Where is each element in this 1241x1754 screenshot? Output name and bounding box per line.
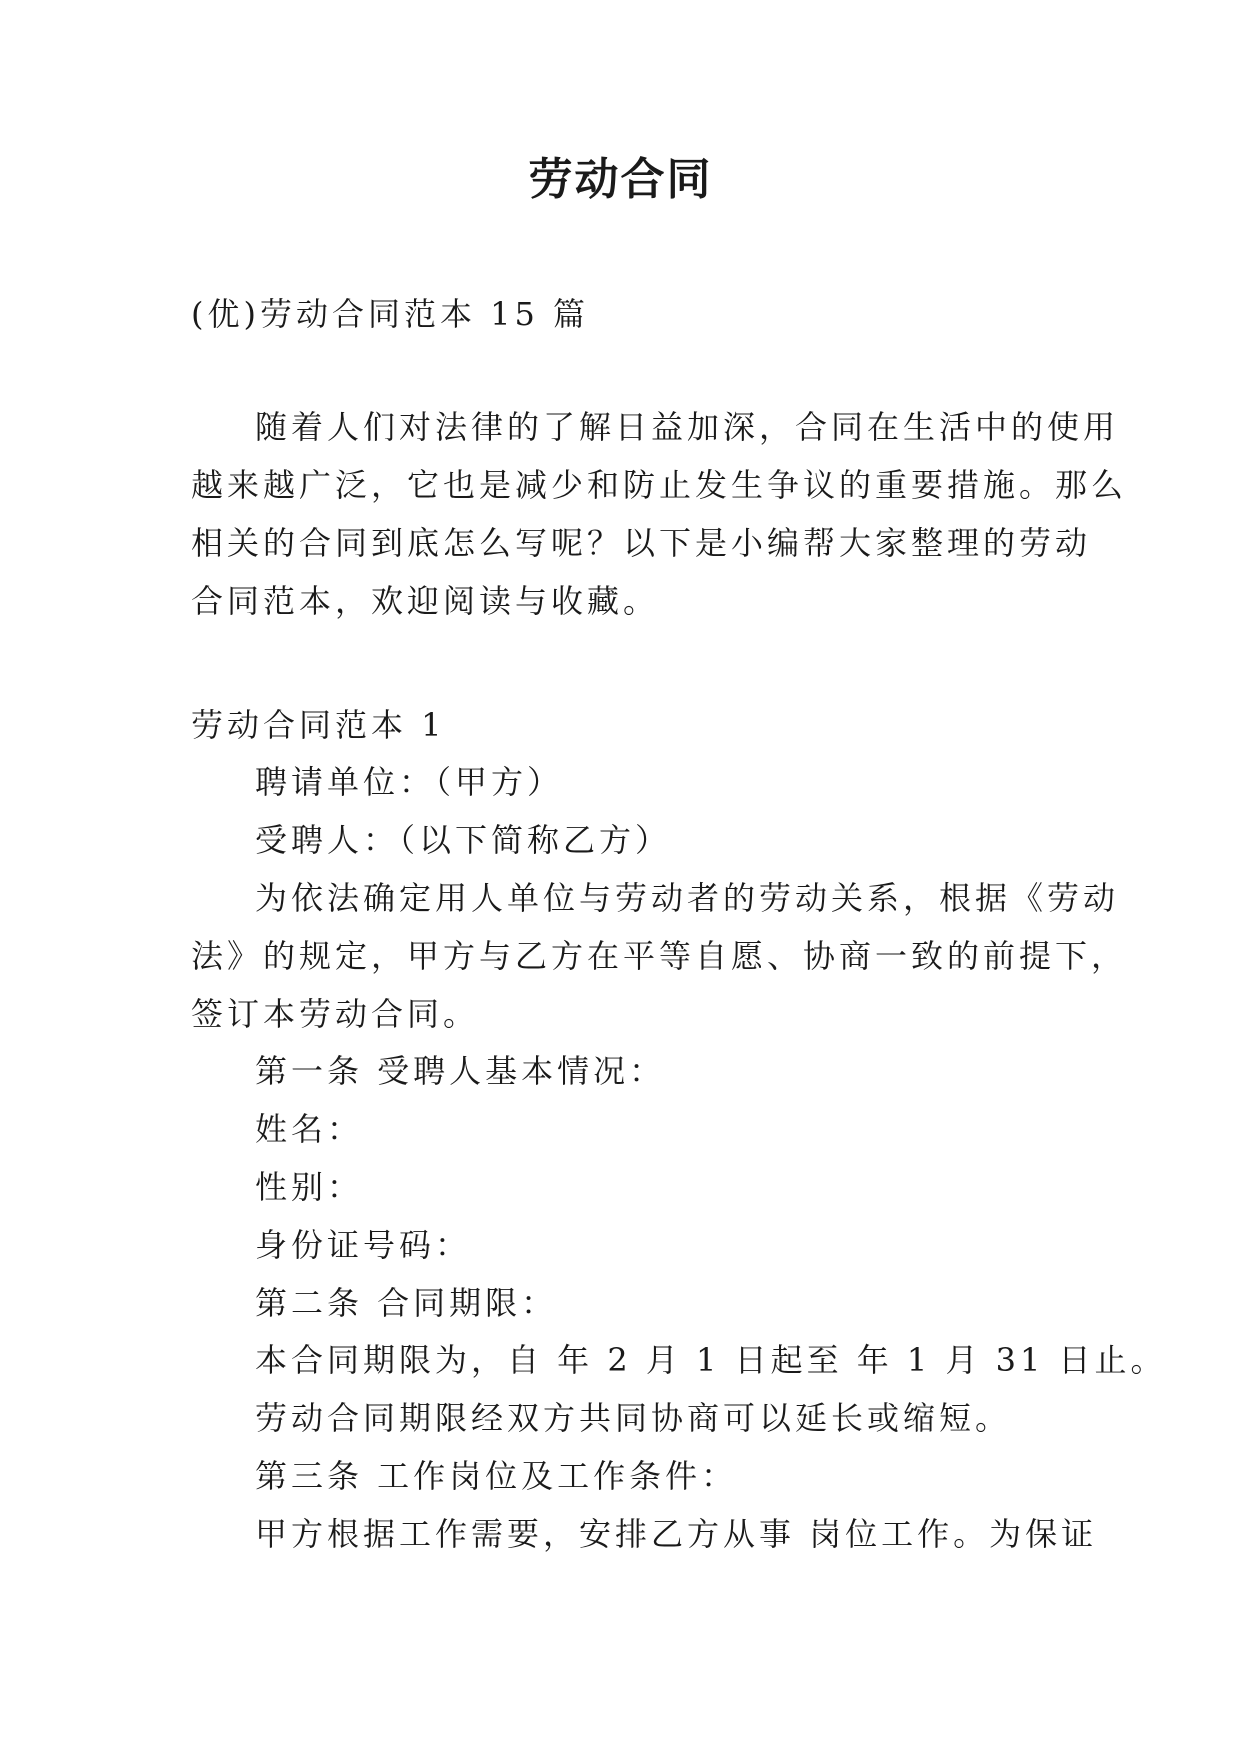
section-heading: 劳动合同范本 1 — [191, 706, 446, 744]
body-line: 劳动合同期限经双方共同协商可以延长或缩短。 — [255, 1399, 1012, 1437]
article-heading: 第三条 工作岗位及工作条件： — [255, 1457, 738, 1495]
body-line: 为依法确定用人单位与劳动者的劳动关系，根据《劳动 — [255, 879, 1120, 917]
document-subtitle: (优)劳动合同范本 15 篇 — [191, 295, 590, 333]
body-line: 身份证号码： — [255, 1226, 472, 1264]
body-line: 姓名： — [255, 1110, 364, 1148]
body-line: 签订本劳动合同。 — [191, 995, 480, 1033]
body-line: 法》的规定，甲方与乙方在平等自愿、协商一致的前提下， — [191, 937, 1128, 975]
document-title: 劳动合同 — [528, 154, 713, 205]
body-line: 受聘人：（以下简称乙方） — [255, 821, 672, 859]
article-heading: 第一条 受聘人基本情况： — [255, 1052, 666, 1090]
intro-line: 相关的合同到底怎么写呢？以下是小编帮大家整理的劳动 — [191, 524, 1092, 562]
article-heading: 第二条 合同期限： — [255, 1284, 558, 1322]
intro-line: 合同范本，欢迎阅读与收藏。 — [191, 582, 660, 620]
body-line: 本合同期限为，自 年 2 月 1 日起至 年 1 月 31 日止。 — [255, 1341, 1167, 1379]
body-line: 甲方根据工作需要，安排乙方从事 岗位工作。为保证 — [255, 1515, 1098, 1553]
intro-line: 随着人们对法律的了解日益加深，合同在生活中的使用 — [255, 408, 1120, 446]
body-line: 性别： — [255, 1168, 364, 1206]
intro-line: 越来越广泛，它也是减少和防止发生争议的重要措施。那么 — [191, 466, 1128, 504]
body-line: 聘请单位：（甲方） — [255, 763, 564, 801]
